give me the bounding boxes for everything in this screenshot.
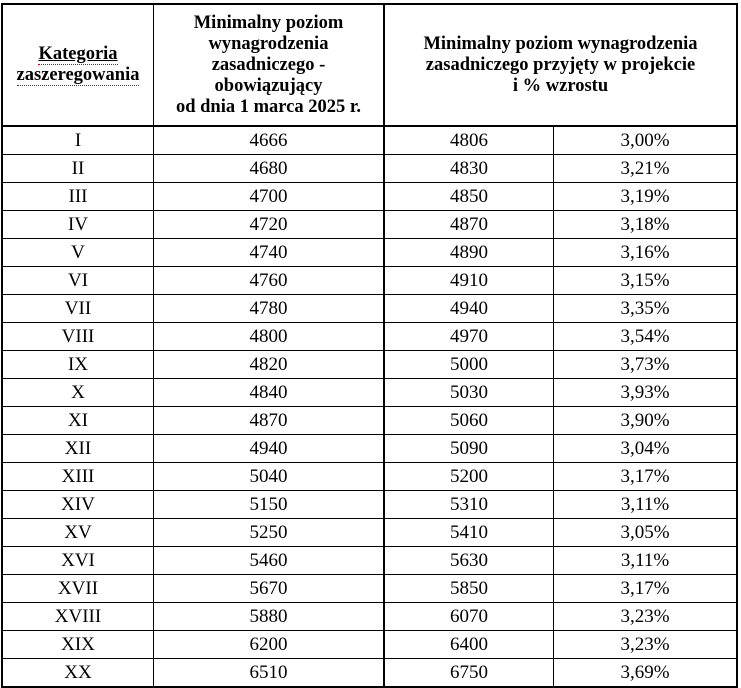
category-cell: V — [2, 239, 154, 267]
increase-percent-cell: 3,15% — [554, 267, 738, 295]
header-current-wage — [154, 4, 385, 126]
category-cell: XX — [2, 659, 154, 688]
increase-percent-cell: 3,35% — [554, 295, 738, 323]
projected-wage-cell: 4870 — [384, 211, 554, 239]
projected-wage-cell: 4850 — [384, 183, 554, 211]
projected-wage-cell: 5030 — [384, 379, 554, 407]
category-cell: XIX — [2, 631, 154, 659]
table-row — [2, 575, 737, 603]
projected-wage-cell: 4970 — [384, 323, 554, 351]
current-wage-cell: 4940 — [154, 435, 385, 463]
increase-percent-cell: 3,54% — [554, 323, 738, 351]
increase-percent-cell: 3,04% — [554, 435, 738, 463]
current-wage-cell: 5460 — [154, 547, 385, 575]
projected-wage-cell: 5850 — [384, 575, 554, 603]
header-projected-line3: i % wzrostu — [512, 75, 609, 96]
current-wage-cell: 6200 — [154, 631, 385, 659]
current-wage-cell: 4800 — [154, 323, 385, 351]
projected-wage-cell: 6750 — [384, 659, 554, 688]
current-wage-cell: 4720 — [154, 211, 385, 239]
category-cell: XIV — [2, 491, 154, 519]
category-cell: VI — [2, 267, 154, 295]
table-row — [2, 407, 737, 435]
category-cell: XI — [2, 407, 154, 435]
table-row — [2, 323, 737, 351]
projected-wage-cell: 4910 — [384, 267, 554, 295]
current-wage-cell: 4700 — [154, 183, 385, 211]
projected-wage-cell: 4830 — [384, 155, 554, 183]
header-current-line1: Minimalny poziom — [193, 12, 344, 33]
increase-percent-cell: 3,11% — [554, 491, 738, 519]
current-wage-cell: 5040 — [154, 463, 385, 491]
increase-percent-cell: 3,11% — [554, 547, 738, 575]
increase-percent-cell: 3,73% — [554, 351, 738, 379]
table-row — [2, 435, 737, 463]
header-projected-line2: zasadniczego przyjęty w projekcie — [425, 54, 696, 75]
current-wage-cell: 4780 — [154, 295, 385, 323]
projected-wage-cell: 5060 — [384, 407, 554, 435]
projected-wage-cell: 5630 — [384, 547, 554, 575]
table-row — [2, 603, 737, 631]
increase-percent-cell: 3,17% — [554, 575, 738, 603]
table-row — [2, 351, 737, 379]
projected-wage-cell: 5410 — [384, 519, 554, 547]
table-row — [2, 379, 737, 407]
table-row — [2, 155, 737, 183]
current-wage-cell: 4740 — [154, 239, 385, 267]
header-category-line1: Kategoria — [38, 44, 118, 64]
projected-wage-cell: 4940 — [384, 295, 554, 323]
table-row — [2, 126, 737, 155]
projected-wage-cell: 5090 — [384, 435, 554, 463]
category-cell: XVIII — [2, 603, 154, 631]
header-row — [2, 4, 737, 126]
increase-percent-cell: 3,23% — [554, 631, 738, 659]
category-cell: IX — [2, 351, 154, 379]
category-cell: XVII — [2, 575, 154, 603]
table-row — [2, 631, 737, 659]
current-wage-cell: 4870 — [154, 407, 385, 435]
projected-wage-cell: 6400 — [384, 631, 554, 659]
increase-percent-cell: 3,18% — [554, 211, 738, 239]
table-row — [2, 295, 737, 323]
header-current-line4: obowiązujący — [214, 75, 323, 96]
projected-wage-cell: 6070 — [384, 603, 554, 631]
header-category-line2: zaszeregowania — [16, 65, 140, 85]
header-current-line2: wynagrodzenia — [208, 33, 329, 54]
increase-percent-cell: 3,23% — [554, 603, 738, 631]
header-projected-line1: Minimalny poziom wynagrodzenia — [423, 33, 698, 54]
current-wage-cell: 4666 — [154, 126, 385, 155]
category-cell: II — [2, 155, 154, 183]
header-current-line5: od dnia 1 marca 2025 r. — [175, 96, 362, 117]
category-cell: X — [2, 379, 154, 407]
current-wage-cell: 5880 — [154, 603, 385, 631]
category-cell: XV — [2, 519, 154, 547]
current-wage-cell: 5250 — [154, 519, 385, 547]
current-wage-cell: 4760 — [154, 267, 385, 295]
table-row — [2, 463, 737, 491]
projected-wage-cell: 5000 — [384, 351, 554, 379]
category-cell: VII — [2, 295, 154, 323]
current-wage-cell: 5150 — [154, 491, 385, 519]
projected-wage-cell: 4806 — [384, 126, 554, 155]
increase-percent-cell: 3,21% — [554, 155, 738, 183]
table-row — [2, 491, 737, 519]
increase-percent-cell: 3,17% — [554, 463, 738, 491]
table-row — [2, 519, 737, 547]
current-wage-cell: 4680 — [154, 155, 385, 183]
table-row — [2, 267, 737, 295]
category-cell: XII — [2, 435, 154, 463]
increase-percent-cell: 3,90% — [554, 407, 738, 435]
category-cell: VIII — [2, 323, 154, 351]
table-row — [2, 211, 737, 239]
category-cell: XVI — [2, 547, 154, 575]
category-cell: IV — [2, 211, 154, 239]
table-row — [2, 183, 737, 211]
increase-percent-cell: 3,69% — [554, 659, 738, 688]
wage-table — [1, 3, 738, 688]
table-row — [2, 239, 737, 267]
projected-wage-cell: 5200 — [384, 463, 554, 491]
increase-percent-cell: 3,93% — [554, 379, 738, 407]
category-cell: XIII — [2, 463, 154, 491]
current-wage-cell: 5670 — [154, 575, 385, 603]
increase-percent-cell: 3,16% — [554, 239, 738, 267]
header-projected-wage — [384, 4, 737, 126]
projected-wage-cell: 5310 — [384, 491, 554, 519]
current-wage-cell: 4820 — [154, 351, 385, 379]
increase-percent-cell: 3,00% — [554, 126, 738, 155]
increase-percent-cell: 3,05% — [554, 519, 738, 547]
category-cell: III — [2, 183, 154, 211]
current-wage-cell: 4840 — [154, 379, 385, 407]
projected-wage-cell: 4890 — [384, 239, 554, 267]
current-wage-cell: 6510 — [154, 659, 385, 688]
table-body — [2, 126, 737, 687]
table-row — [2, 659, 737, 688]
header-current-line3: zasadniczego - — [211, 54, 326, 75]
header-category — [2, 4, 154, 126]
table-row — [2, 547, 737, 575]
increase-percent-cell: 3,19% — [554, 183, 738, 211]
category-cell: I — [2, 126, 154, 155]
